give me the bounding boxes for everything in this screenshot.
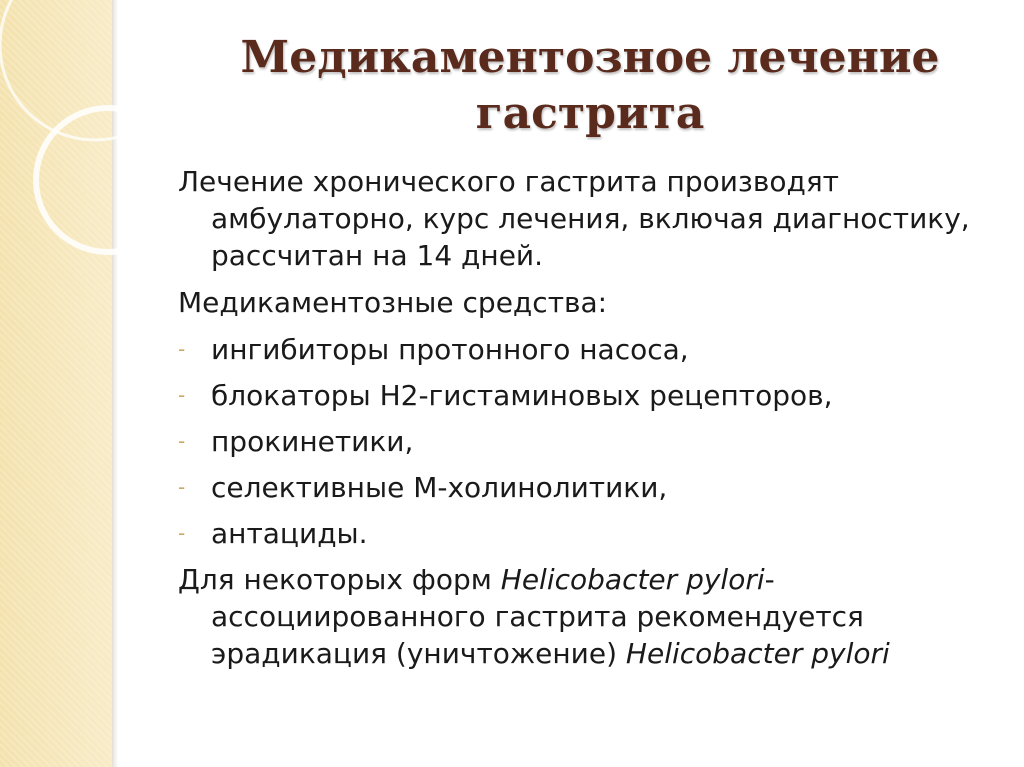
slide-body [178, 163, 998, 682]
page-title: Медикаментозное лечение гастрита [240, 32, 940, 139]
list-item-label: прокинетики, [211, 425, 414, 458]
list-item [178, 515, 998, 552]
list-item [178, 423, 998, 460]
list-item-label: антациды. [211, 517, 368, 550]
intro-paragraph: Лечение хронического гастрита производят амбулаторно, курс лечения, включая диагностику, рассчитан на 14 дней. [178, 165, 970, 272]
list-item-label: блокаторы Н2-гистаминовых рецепторов, [211, 379, 833, 412]
list-item [178, 377, 998, 414]
list-item [178, 469, 998, 506]
closing-text-part2: -ассоциированного гастрита рекомендуется эрадикация (уничтожение) [211, 563, 864, 670]
organism-name: Helicobacter pylori [625, 637, 890, 670]
bullet-dash: - [178, 337, 186, 361]
bullet-dash: - [178, 383, 186, 407]
closing-text-part1: Для некоторых форм [178, 563, 501, 596]
list-item-label: селективные М-холинолитики, [211, 471, 668, 504]
bullet-dash: - [178, 521, 186, 545]
closing-paragraph [178, 561, 998, 672]
bullet-dash: - [178, 429, 186, 453]
organism-name: Helicobacter pylori [500, 563, 765, 596]
decorative-circles [0, 0, 140, 300]
list-item [178, 331, 998, 368]
bullet-dash: - [178, 475, 186, 499]
drugs-heading: Медикаментозные средства: [178, 286, 608, 319]
list-item-label: ингибиторы протонного насоса, [211, 333, 689, 366]
